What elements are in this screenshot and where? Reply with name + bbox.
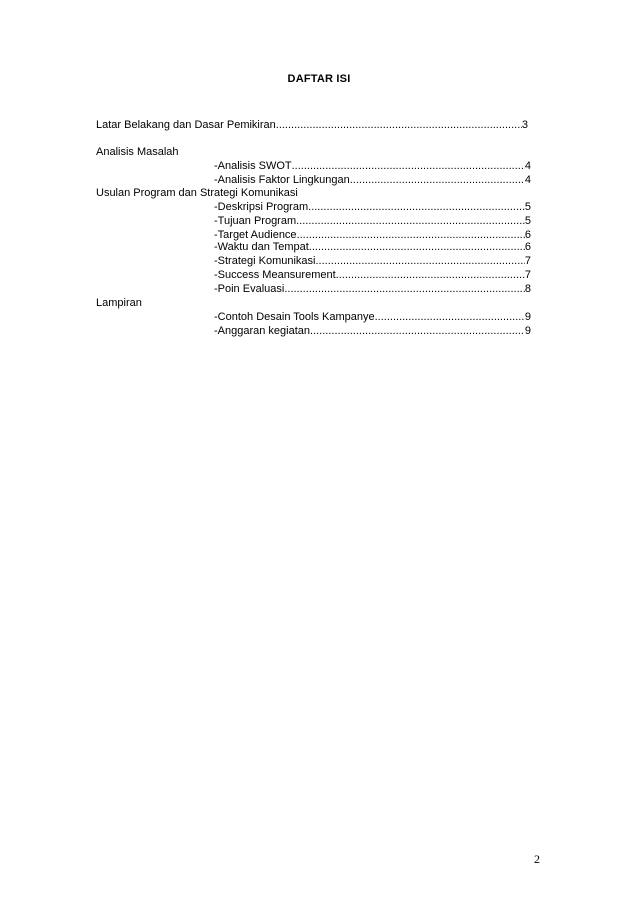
dot-leader — [296, 214, 525, 228]
toc-entry-strategi-komunikasi[interactable] — [214, 254, 531, 268]
toc-entry-anggaran-kegiatan[interactable] — [214, 324, 531, 338]
toc-section-heading[interactable]: Analisis Masalah — [96, 146, 179, 158]
toc-entry-label: -Contoh Desain Tools Kampanye — [214, 311, 375, 323]
toc-page-number: 6 — [524, 241, 531, 253]
toc-entry-label: -Analisis Faktor Lingkungan — [214, 174, 350, 186]
toc-entry-label: -Deskripsi Program — [214, 201, 309, 213]
dot-leader — [309, 240, 525, 254]
toc-entry-label: Latar Belakang dan Dasar Pemikiran — [96, 119, 276, 131]
toc-entry-analisis-swot[interactable] — [214, 159, 531, 173]
toc-page-number: 7 — [524, 255, 531, 267]
toc-entry-deskripsi-program[interactable] — [214, 200, 531, 214]
toc-page-number: 8 — [524, 283, 531, 295]
dot-leader — [292, 159, 525, 173]
toc-section-heading[interactable]: Usulan Program dan Strategi Komunikasi — [96, 187, 298, 199]
page-number: 2 — [534, 852, 540, 866]
toc-section-heading[interactable]: Lampiran — [96, 297, 142, 309]
dot-leader — [375, 310, 525, 324]
dot-leader — [336, 268, 525, 282]
toc-page-number: 5 — [524, 201, 531, 213]
dot-leader — [276, 118, 522, 132]
dot-leader — [284, 282, 525, 296]
toc-entry-tujuan-program[interactable] — [214, 214, 531, 228]
toc-entry-label: -Poin Evaluasi — [214, 283, 285, 295]
toc-entry-label: -Target Audience — [214, 229, 297, 241]
dot-leader — [350, 173, 525, 187]
toc-entry-latar-belakang[interactable] — [96, 118, 528, 132]
toc-page-number: 9 — [524, 325, 531, 337]
toc-page-number: 5 — [524, 215, 531, 227]
toc-page-number: 7 — [524, 269, 531, 281]
dot-leader — [316, 254, 525, 268]
toc-entry-label: -Waktu dan Tempat — [214, 241, 309, 253]
toc-entry-label: -Anggaran kegiatan — [214, 325, 311, 337]
dot-leader — [310, 324, 525, 338]
toc-entry-label: -Strategi Komunikasi — [214, 255, 316, 267]
toc-entry-analisis-faktor-lingkungan[interactable] — [214, 173, 531, 187]
toc-entry-label: -Tujuan Program — [214, 215, 297, 227]
toc-entry-waktu-dan-tempat[interactable] — [214, 240, 531, 254]
toc-page-number: 3 — [521, 119, 528, 131]
dot-leader — [308, 200, 525, 214]
toc-entry-label: -Analisis SWOT — [214, 160, 292, 172]
toc-entry-label: -Success Meansurement — [214, 269, 336, 281]
page-title: DAFTAR ISI — [287, 73, 351, 85]
toc-entry-success-meansurement[interactable] — [214, 268, 531, 282]
toc-entry-contoh-desain-tools-kampanye[interactable] — [214, 310, 531, 324]
toc-page-number: 9 — [524, 311, 531, 323]
toc-page-number: 4 — [524, 174, 531, 186]
toc-entry-poin-evaluasi[interactable] — [214, 282, 531, 296]
toc-page-number: 4 — [524, 160, 531, 172]
toc-page-number: 6 — [524, 229, 531, 241]
